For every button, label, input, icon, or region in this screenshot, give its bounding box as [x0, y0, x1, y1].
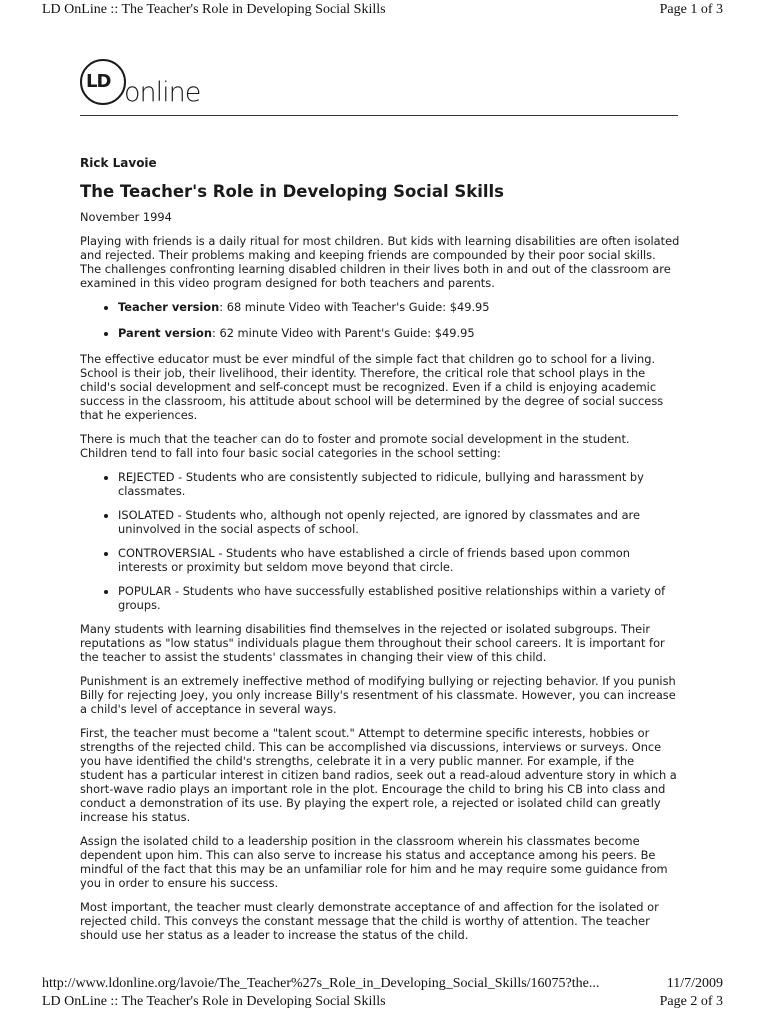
- article-date: November 1994: [80, 210, 172, 224]
- paragraph: Punishment is an extremely ineffective method of modifying bullying or rejecting behavior. If you punish Billy for rejecting Joey, you only increase Billy's resentment of his classmate. However, you can increase a child's level of acceptance in several ways.: [80, 674, 676, 716]
- paragraph: Assign the isolated child to a leadership position in the classroom wherein his classmates become dependent upon him. This can also serve to increase his status and acceptance among his peers. Be mindful of the fact that this may be an unfamiliar role for him and he may require some guidance from you in order to ensure his success.: [80, 834, 668, 890]
- header-page-number: Page 1 of 3: [659, 2, 723, 17]
- list-item: [118, 326, 680, 340]
- version-label: Teacher version: [118, 300, 220, 314]
- footer-date: 11/7/2009: [666, 976, 723, 991]
- intro-paragraph: Playing with friends is a daily ritual for most children. But kids with learning disabilities are often isolated and rejected. Their problems making and keeping friends are compounded by their poor social skills. The challenges confronting learning disabled children in their lives both in and out of the classroom are examined in this video program designed for both teachers and parents.: [80, 234, 680, 290]
- paragraph: Most important, the teacher must clearly demonstrate acceptance of and affection for the isolated or rejected child. This conveys the constant message that the child is worthy of attention. The teacher should use her status as a leader to increase the status of the child.: [80, 900, 659, 942]
- ldonline-logo[interactable]: [80, 59, 205, 114]
- paragraph: Many students with learning disabilities find themselves in the rejected or isolated subgroups. Their reputations as "low status" individuals plague them throughout their school careers. It is important for the teacher to assist the students' classmates in changing their view of this child.: [80, 622, 665, 664]
- version-detail: : 68 minute Video with Teacher's Guide: $49.95: [219, 300, 490, 314]
- category-list: [80, 470, 680, 612]
- version-label: Parent version: [118, 326, 212, 340]
- article-body: [80, 156, 680, 952]
- header-divider: [80, 115, 678, 116]
- list-item: [118, 300, 680, 314]
- logo-ld-text: LD: [86, 71, 111, 92]
- header-title: LD OnLine :: The Teacher's Role in Developing Social Skills: [42, 994, 386, 1009]
- logo-online-text: online: [124, 77, 201, 108]
- header-title: LD OnLine :: The Teacher's Role in Developing Social Skills: [42, 2, 386, 17]
- list-item: • POPULAR - Students who have successfully established positive relationships within a variety of groups.: [118, 584, 680, 612]
- paragraph: First, the teacher must become a "talent scout." Attempt to determine specific interests, hobbies or strengths of the rejected child. This can be accomplished via discussions, interviews or surveys. Once you have identified the child's strengths, celebrate it in a very public manner. For example, if the student has a particular interest in citizen band radios, seek out a read-aloud adventure story in which a short-wave radio plays an important role in the plot. Encourage the child to bring his CB into class and conduct a demonstration of its use. By playing the expert role, a rejected or isolated child can greatly increase his status.: [80, 726, 677, 824]
- list-item: • ISOLATED - Students who, although not openly rejected, are ignored by classmates and are uninvolved in the social aspects of school.: [118, 508, 680, 536]
- footer-url[interactable]: http://www.ldonline.org/lavoie/The_Teacher%27s_Role_in_Developing_Social_Skills/16075?the...: [42, 976, 600, 991]
- article-title: The Teacher's Role in Developing Social Skills: [80, 182, 505, 201]
- paragraph: There is much that the teacher can do to foster and promote social development in the student. Children tend to fall into four basic social categories in the school setting:: [80, 432, 630, 460]
- paragraph: The effective educator must be ever mindful of the simple fact that children go to school for a living. School is their job, their livelihood, their identity. Therefore, the critical role that school plays in the child's social development and self-concept must be recognized. Even if a child is enjoying academic success in the classroom, his attitude about school will be determined by the degree of social success that he experiences.: [80, 352, 664, 422]
- article-author: Rick Lavoie: [80, 156, 157, 170]
- list-item: • CONTROVERSIAL - Students who have established a circle of friends based upon common interests or proximity but seldom move beyond that circle.: [118, 546, 680, 574]
- version-list: [80, 300, 680, 340]
- version-detail: : 62 minute Video with Parent's Guide: $49.95: [211, 326, 475, 340]
- list-item: • REJECTED - Students who are consistently subjected to ridicule, bullying and harassment by classmates.: [118, 470, 680, 498]
- header-page-number: Page 2 of 3: [659, 994, 723, 1009]
